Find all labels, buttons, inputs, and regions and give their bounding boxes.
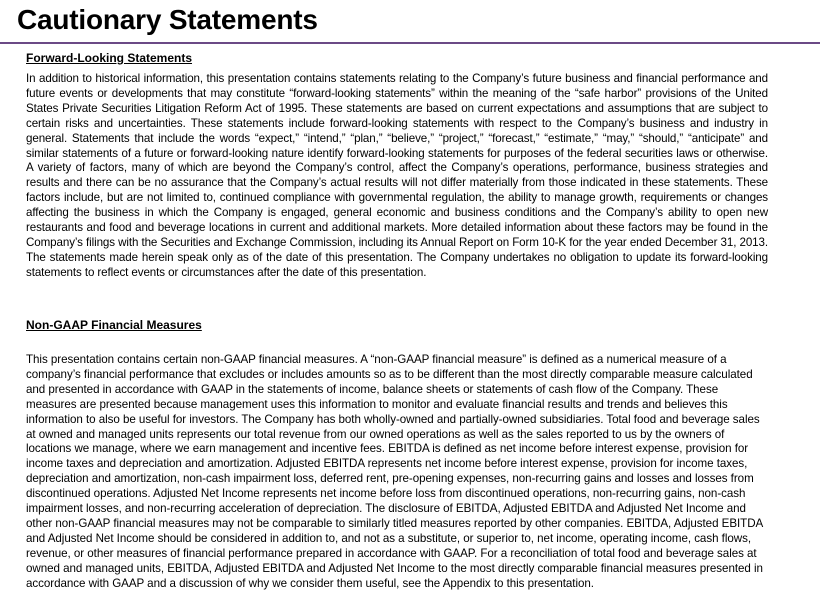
non-gaap-section: [26, 318, 768, 592]
page-title: Cautionary Statements: [17, 4, 318, 35]
forward-looking-body: In addition to historical information, this presentation contains statements relating to the Company’s future business and financial performance and future events or developments that may constitute “forward-looking statements” within the meaning of the “safe harbor” provisions of the United States Private Securities Litigation Reform Act of 1995. These statements are based on current expectations and assumptions that are subject to certain risks and uncertainties. These statements include forward-looking statements with respect to the Company’s business and industry in general. Statements that include the words “expect,” “intend,” “plan,” “believe,” “project,” “forecast,” “estimate,” “may,” “should,” “anticipate” and similar statements of a future or forward-looking nature identify forward-looking statements for purposes of the federal securities laws or otherwise. A variety of factors, many of which are beyond the Company’s control, affect the Company’s operations, performance, business strategies and results and there can be no assurance that the Company’s actual results will not differ materially from those indicated in these statements. These factors include, but are not limited to, continued compliance with governmental regulation, the ability to manage growth, requirements or changes affecting the business in which the Company is engaged, general economic and business conditions and the Company’s ability to open new restaurants and food and beverage locations in current and additional markets. More detailed information about these factors may be found in the Company’s filings with the Securities and Exchange Commission, including its Annual Report on Form 10-K for the year ended December 31, 2013. The statements made herein speak only as of the date of this presentation. The Company undertakes no obligation to update its forward-looking statements to reflect events or circumstances after the date of this presentation.: [26, 72, 768, 279]
forward-looking-section: [26, 51, 768, 281]
non-gaap-body: This presentation contains certain non-GAAP financial measures. A “non-GAAP financial measure” is defined as a numerical measure of a company’s financial performance that excludes or includes amounts so as to be different than the most directly comparable measure calculated and presented in accordance with GAAP in the statements of income, balance sheets or statements of cash flow of the Company. These measures are presented because management uses this information to monitor and evaluate financial results and trends and believes this information to also be useful for investors. The Company has both wholly-owned and partially-owned subsidiaries. Total food and beverage sales at owned and managed units represents our total revenue from our owned operations as well as the sales reported to us by the owners of locations we manage, where we earn management and incentive fees. EBITDA is defined as net income before interest expense, provision for income taxes and depreciation and amortization. Adjusted EBITDA represents net income before interest expense, provision for income taxes, depreciation and amortization, non-cash impairment loss, deferred rent, pre-opening expenses, non-recurring gains and losses and losses from discontinued operations. Adjusted Net Income represents net income before loss from discontinued operations, non-recurring gains, non-cash impairment losses, and non-recurring acceleration of depreciation. The disclosure of EBITDA, Adjusted EBITDA and Adjusted Net Income and other non-GAAP financial measures may not be comparable to similarly titled measures reported by other companies. EBITDA, Adjusted EBITDA and Adjusted Net Income should be considered in addition to, and not as a substitute, or superior to, net income, operating income, cash flows, revenue, or other measures of financial performance prepared in accordance with GAAP. For a reconciliation of total food and beverage sales at owned and managed units, EBITDA, Adjusted EBITDA and Adjusted Net Income to the most directly comparable financial measures presented in accordance with GAAP and a discussion of why we consider them useful, see the Appendix to this presentation.: [26, 353, 763, 590]
title-divider: [0, 42, 820, 44]
non-gaap-heading: Non-GAAP Financial Measures: [26, 318, 202, 332]
forward-looking-heading: Forward-Looking Statements: [26, 51, 193, 65]
